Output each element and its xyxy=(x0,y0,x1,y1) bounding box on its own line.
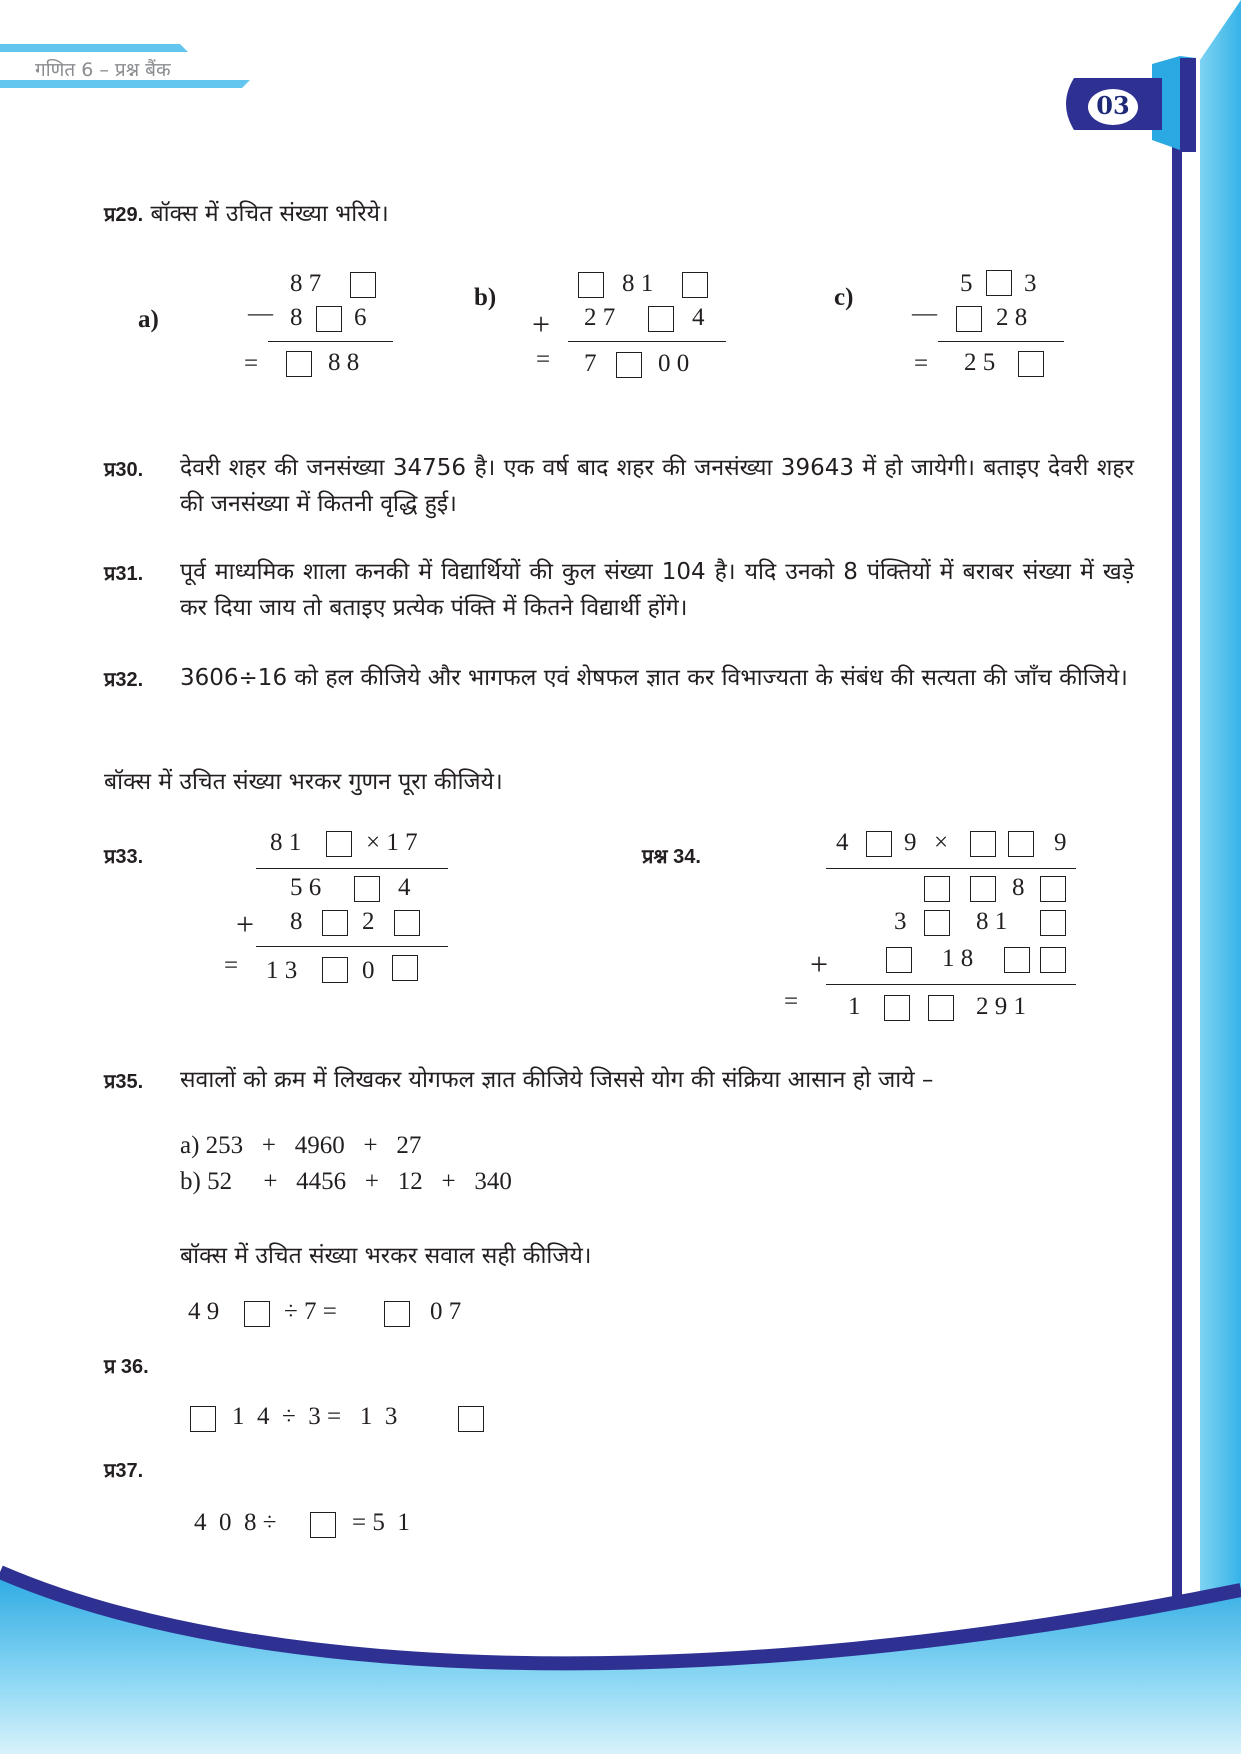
q32-text: 3606÷16 को हल कीजिये और भागफल एवं शेषफल ज्ञात कर विभाज्यता के संबंध की सत्यता की जाँच कीजिये। xyxy=(180,665,1128,691)
q29a-operator: — xyxy=(248,300,273,327)
q31-label: प्र31. xyxy=(104,563,144,585)
q33-row2b: 4 xyxy=(398,874,411,901)
q34-box2[interactable] xyxy=(970,831,996,857)
q34-row3b: 8 1 xyxy=(976,908,1008,935)
q29c-row2: 2 8 xyxy=(996,304,1028,331)
q35-box1[interactable] xyxy=(244,1301,270,1327)
q29a-line xyxy=(268,341,393,342)
q35-label: प्र35. xyxy=(104,1071,144,1093)
q29c-result: 2 5 xyxy=(964,349,996,376)
q29c-row1b: 3 xyxy=(1024,270,1037,297)
q29-title xyxy=(104,196,389,233)
q33-box3[interactable] xyxy=(322,910,348,936)
q35-part-a: a) 253 + 4960 + 27 xyxy=(180,1132,422,1159)
q34-row4: 1 8 xyxy=(942,945,974,972)
q34-box13[interactable] xyxy=(928,995,954,1021)
q29-text: बॉक्स में उचित संख्या भरिये। xyxy=(150,201,389,227)
q31-text: पूर्व माध्यमिक शाला कनकी में विद्यार्थियों की कुल संख्या 104 है। यदि उनको 8 पंक्तियों में बराबर संख्या में खड़े कर दिया जाय तो बताइए प्रत्येक पंक्ति में कितने विद्यार्थी होंगे। xyxy=(180,559,1134,621)
q29b-box3[interactable] xyxy=(648,306,674,332)
q34-box9[interactable] xyxy=(886,947,912,973)
q35-text: सवालों को क्रम में लिखकर योगफल ज्ञात कीजिये जिससे योग की संक्रिया आसान हो जाये – xyxy=(180,1067,934,1093)
q29a-letter: a) xyxy=(138,306,159,333)
q34-result-a: 1 xyxy=(848,993,861,1020)
q37-eq-b: = 5 1 xyxy=(352,1509,410,1536)
q30-text: देवरी शहर की जनसंख्या 34756 है। एक वर्ष बाद शहर की जनसंख्या 39643 में हो जायेगी। बताइए देवरी शहर की जनसंख्या में कितनी वृद्धि हुई। xyxy=(180,455,1134,517)
q36-box1[interactable] xyxy=(190,1406,216,1432)
q37-label: प्र37. xyxy=(104,1460,144,1482)
q33-box6[interactable] xyxy=(392,955,418,981)
q36-eq: 1 4 ÷ 3 = 1 3 xyxy=(232,1403,398,1430)
q29a-box3[interactable] xyxy=(286,351,312,377)
q33-line2 xyxy=(256,946,448,947)
q29b-result-b: 0 0 xyxy=(658,350,690,377)
q35-eq-a: 4 9 xyxy=(188,1298,220,1325)
q31 xyxy=(104,554,1134,626)
q34-line2 xyxy=(826,984,1076,985)
q34-box5[interactable] xyxy=(970,876,996,902)
q34-row2: 8 xyxy=(1012,874,1025,901)
header-title: गणित 6 – प्रश्न बैंक xyxy=(35,59,171,81)
q29a-row1: 8 7 xyxy=(290,270,322,297)
q34-label: प्रश्न 34. xyxy=(642,846,701,868)
q34-box12[interactable] xyxy=(884,995,910,1021)
mult-instruction: बॉक्स में उचित संख्या भरकर गुणन पूरा कीजिये। xyxy=(104,769,503,795)
q33-result-a: 1 3 xyxy=(266,957,298,984)
q33-row1b: × 1 7 xyxy=(366,829,418,856)
q33-row3b: 2 xyxy=(362,908,375,935)
q33-line1 xyxy=(256,868,448,869)
q34-box7[interactable] xyxy=(924,910,950,936)
q29b-row2b: 4 xyxy=(692,304,705,331)
q29b-box1[interactable] xyxy=(578,272,604,298)
q35-eq-c: 0 7 xyxy=(430,1298,462,1325)
q34-equals: = xyxy=(784,988,799,1015)
q29b-result-a: 7 xyxy=(584,350,597,377)
q29b-box2[interactable] xyxy=(682,272,708,298)
q29b-equals: = xyxy=(536,346,551,373)
q29a-box2[interactable] xyxy=(316,306,342,332)
q34-line1 xyxy=(826,868,1076,869)
q33-box5[interactable] xyxy=(322,957,348,983)
q29-label: प्र29. xyxy=(104,204,144,226)
q33-row2a: 5 6 xyxy=(290,874,322,901)
q37-eq-a: 4 0 8 ÷ xyxy=(194,1509,277,1536)
q29c-box1[interactable] xyxy=(986,270,1012,296)
q29c-line xyxy=(938,341,1064,342)
q30-label: प्र30. xyxy=(104,459,144,481)
q29c-operator: — xyxy=(912,300,937,327)
q35 xyxy=(104,1062,1134,1098)
q34-row1a: 4 xyxy=(836,829,849,856)
q33-result-b: 0 xyxy=(362,957,375,984)
q29a-row2b: 6 xyxy=(354,304,367,331)
q34-row3a: 3 xyxy=(894,908,907,935)
q33-box4[interactable] xyxy=(394,910,420,936)
q29a-row2a: 8 xyxy=(290,304,303,331)
q33-row1a: 8 1 xyxy=(270,829,302,856)
q33-box1[interactable] xyxy=(326,831,352,857)
q34-box8[interactable] xyxy=(1040,910,1066,936)
q34-box10[interactable] xyxy=(1004,947,1030,973)
q35-instruction: बॉक्स में उचित संख्या भरकर सवाल सही कीजिये। xyxy=(180,1243,592,1269)
q32-label: प्र32. xyxy=(104,669,144,691)
q32 xyxy=(104,660,1134,696)
q29b-letter: b) xyxy=(474,284,497,311)
q34-row1b: 9 xyxy=(904,829,917,856)
q37-box1[interactable] xyxy=(310,1512,336,1538)
q33-operator: + xyxy=(236,906,255,942)
q35-eq-b: ÷ 7 = xyxy=(284,1298,337,1325)
q33-row3a: 8 xyxy=(290,908,303,935)
q34-box6[interactable] xyxy=(1040,876,1066,902)
q29c-box3[interactable] xyxy=(1018,351,1044,377)
q29c-equals: = xyxy=(914,350,929,377)
q29b-line xyxy=(568,341,726,342)
q29a-equals: = xyxy=(244,350,259,377)
q29a-box1[interactable] xyxy=(350,272,376,298)
page-number: 03 xyxy=(1096,91,1130,120)
q33-box2[interactable] xyxy=(354,876,380,902)
q33-label: प्र33. xyxy=(104,846,144,868)
q29c-row1a: 5 xyxy=(960,270,973,297)
q34-result-b: 2 9 1 xyxy=(976,993,1026,1020)
q29b-row2a: 2 7 xyxy=(584,304,616,331)
q36-label: प्र 36. xyxy=(104,1356,149,1378)
q33-equals: = xyxy=(224,952,239,979)
q34-box1[interactable] xyxy=(866,831,892,857)
q29c-box2[interactable] xyxy=(956,306,982,332)
q34-box11[interactable] xyxy=(1040,947,1066,973)
q34-times: × xyxy=(934,829,949,856)
q34-box3[interactable] xyxy=(1008,831,1034,857)
q35-part-b: b) 52 + 4456 + 12 + 340 xyxy=(180,1168,512,1195)
q30 xyxy=(104,450,1134,522)
q29c-letter: c) xyxy=(834,284,854,311)
q34-operator: + xyxy=(810,946,829,982)
q29b-box4[interactable] xyxy=(616,352,642,378)
q29a-result: 8 8 xyxy=(328,349,360,376)
q35-box2[interactable] xyxy=(384,1301,410,1327)
q29b-row1: 8 1 xyxy=(622,270,654,297)
q36-box2[interactable] xyxy=(458,1406,484,1432)
q29b-operator: + xyxy=(532,306,551,342)
q34-row1d: 9 xyxy=(1054,829,1067,856)
q34-box4[interactable] xyxy=(924,876,950,902)
